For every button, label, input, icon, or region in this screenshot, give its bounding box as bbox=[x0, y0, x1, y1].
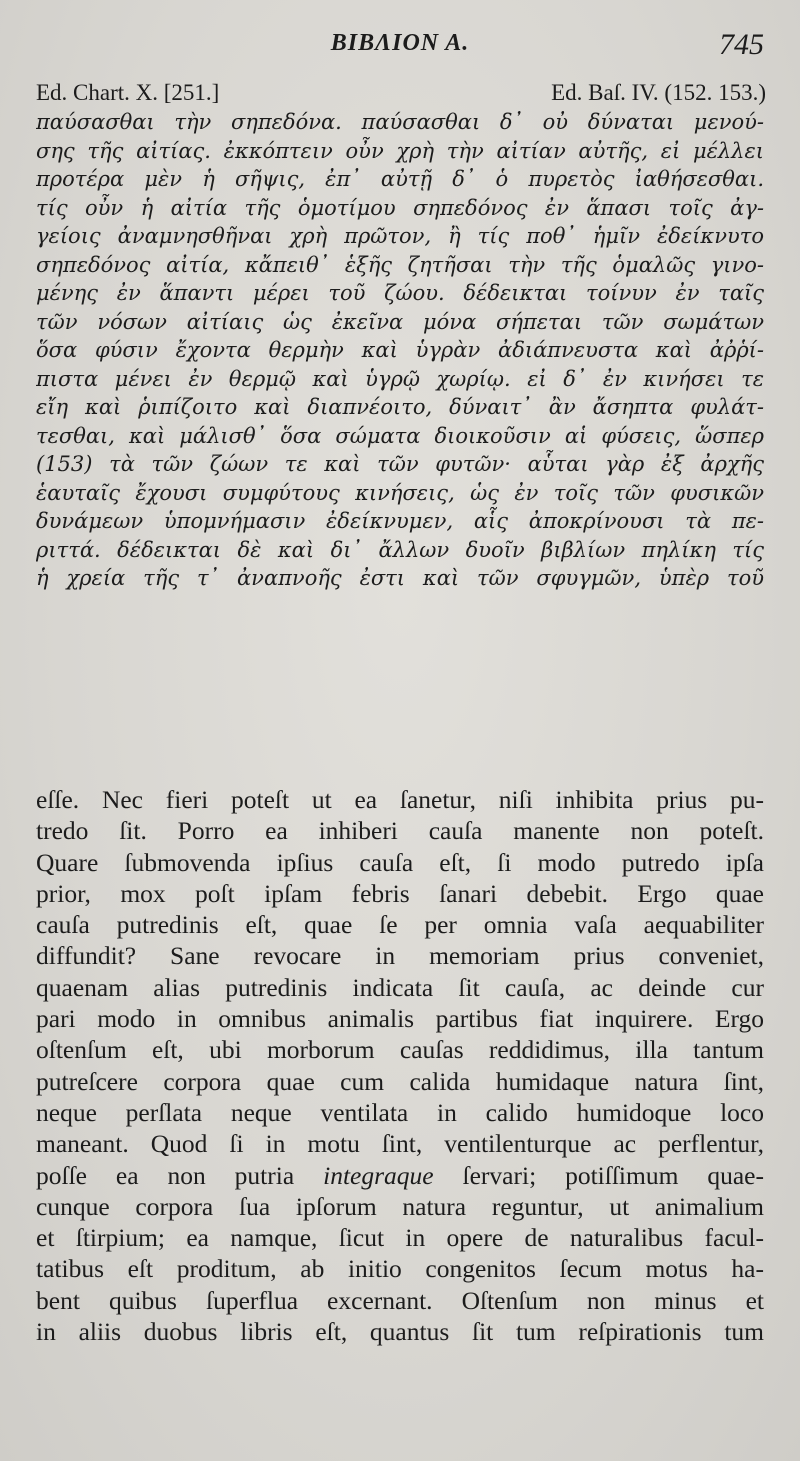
latin-text-line: bent quibus ſuperflua excernant. Oſtenſum non minus et bbox=[36, 1285, 764, 1315]
edition-reference-left: Ed. Chart. X. [251.] bbox=[36, 80, 220, 105]
greek-text-line: τεσθαι, καὶ μάλισθ᾽ ὅσα σώματα διοικοῦσιν αἱ φύσεις, ὥσπερ bbox=[36, 423, 764, 448]
greek-text-line: τίς οὖν ἡ αἰτία τῆς ὁμοτίμου σηπεδόνος ἐν ἅπασι τοῖς ἀγ- bbox=[36, 195, 764, 220]
latin-text-line: neque perſlata neque ventilata in calido humidoque loco bbox=[36, 1097, 764, 1127]
greek-text-line: ἑαυταῖς ἔχουσι συμφύτους κινήσεις, ὡς ἐν τοῖς τῶν φυσικῶν bbox=[36, 480, 764, 505]
greek-text-line: σης τῆς αἰτίας. ἐκκόπτειν οὖν χρὴ τὴν αἰτίαν αὐτῆς, εἰ μέλλει bbox=[36, 138, 764, 163]
latin-italic-word: integraque bbox=[323, 1160, 434, 1190]
greek-text-line: ὅσα φύσιν ἔχοντα θερμὴν καὶ ὑγρὰν ἀδιάπνευστα καὶ ἀῤῥί- bbox=[36, 338, 764, 362]
latin-text-line: cunque corpora ſua ipſorum natura reguntur, ut animalium bbox=[36, 1191, 764, 1221]
greek-text-block bbox=[36, 108, 764, 593]
greek-text-line: σηπεδόνος αἰτία, κἄπειθ᾽ ἑξῆς ζητῆσαι τὴν τῆς ὁμαλῶς γινο- bbox=[36, 252, 764, 277]
greek-text-line: μένης ἐν ἅπαντι μέρει τοῦ ζώου. δέδεικται τοίνυν ἐν ταῖς bbox=[36, 281, 764, 305]
latin-text-line: in aliis duobus libris eſt, quantus ſit tum reſpirationis tum bbox=[36, 1317, 764, 1347]
greek-text-line: (153) τὰ τῶν ζώων τε καὶ τῶν φυτῶν· αὗται γὰρ ἐξ ἀρχῆς bbox=[36, 452, 764, 476]
greek-text-line: ριττά. δέδεικται δὲ καὶ δι᾽ ἄλλων δυοῖν βιβλίων πηλίκη τίς bbox=[36, 537, 764, 562]
latin-text-line: maneant. Quod ſi in motu ſint, ventilenturque ac perflentur, bbox=[36, 1129, 764, 1159]
latin-text-segment: ſervari; potiſſimum quae- bbox=[433, 1160, 764, 1190]
edition-reference-right: Ed. Baſ. IV. (152. 153.) bbox=[551, 80, 766, 105]
latin-text-line: tatibus eſt proditum, ab initio congenitos ſecum motus ha- bbox=[36, 1254, 764, 1284]
latin-text-line: prior, mox poſt ipſam febris ſanari debebit. Ergo quae bbox=[36, 878, 764, 908]
greek-text-line: πιστα μένει ἐν θερμῷ καὶ ὑγρῷ χωρίῳ. εἰ δ᾽ ἐν κινήσει τε bbox=[36, 366, 764, 391]
latin-text-block bbox=[36, 784, 764, 1347]
latin-text-line: et ſtirpium; ea namque, ſicut in opere de naturalibus facul- bbox=[36, 1223, 764, 1253]
latin-text-line bbox=[36, 1160, 764, 1191]
latin-text-segment: poſſe ea non putria bbox=[36, 1160, 324, 1190]
running-title: ΒΙΒΛΙΟΝ Α. bbox=[330, 30, 470, 56]
latin-text-line: oſtenſum eſt, ubi morborum cauſas reddidimus, illa tantum bbox=[36, 1035, 764, 1065]
greek-text-line: παύσασθαι τὴν σηπεδόνα. παύσασθαι δ᾽ οὐ δύναται μενού- bbox=[36, 110, 764, 134]
page-number: 745 bbox=[719, 28, 764, 61]
greek-text-line: τῶν νόσων αἰτίαις ὡς ἐκεῖνα μόνα σήπεται τῶν σωμάτων bbox=[36, 309, 764, 334]
greek-text-line: εἴη καὶ ῥιπίζοιτο καὶ διαπνέοιτο, δύναιτ᾽ ἂν ἄσηπτα φυλάτ- bbox=[36, 395, 764, 419]
latin-text-line: Quare ſubmovenda ipſius cauſa eſt, ſi modo putredo ipſa bbox=[36, 847, 764, 877]
latin-text-line: cauſa putredinis eſt, quae ſe per omnia vaſa aequabiliter bbox=[36, 910, 764, 940]
latin-text-line: tredo ſit. Porro ea inhiberi cauſa manente non poteſt. bbox=[36, 816, 764, 846]
greek-text-line: γείοις ἀναμνησθῆναι χρὴ πρῶτον, ἢ τίς ποθ᾽ ἡμῖν ἐδείκνυτο bbox=[36, 224, 764, 248]
latin-text-line: diffundit? Sane revocare in memoriam prius conveniet, bbox=[36, 941, 764, 971]
latin-text-line: pari modo in omnibus animalis partibus fiat inquirere. Ergo bbox=[36, 1004, 764, 1034]
greek-text-line: προτέρα μὲν ἡ σῆψις, ἐπ᾽ αὐτῇ δ᾽ ὁ πυρετὸς ἰαθήσεσθαι. bbox=[36, 167, 764, 191]
latin-text-line: quaenam alias putredinis indicata ſit cauſa, ac deinde cur bbox=[36, 972, 764, 1002]
latin-text-line: eſſe. Nec fieri poteſt ut ea ſanetur, niſi inhibita prius pu- bbox=[36, 785, 764, 814]
latin-text-line: putreſcere corpora quae cum calida humidaque natura ſint, bbox=[36, 1066, 764, 1096]
greek-text-line: ἡ χρεία τῆς τ᾽ ἀναπνοῆς ἐστι καὶ τῶν σφυγμῶν, ὑπὲρ τοῦ bbox=[36, 566, 764, 590]
greek-text-line: δυνάμεων ὑπομνήμασιν ἐδείκνυμεν, αἷς ἀποκρίνουσι τὰ πε- bbox=[36, 509, 764, 533]
